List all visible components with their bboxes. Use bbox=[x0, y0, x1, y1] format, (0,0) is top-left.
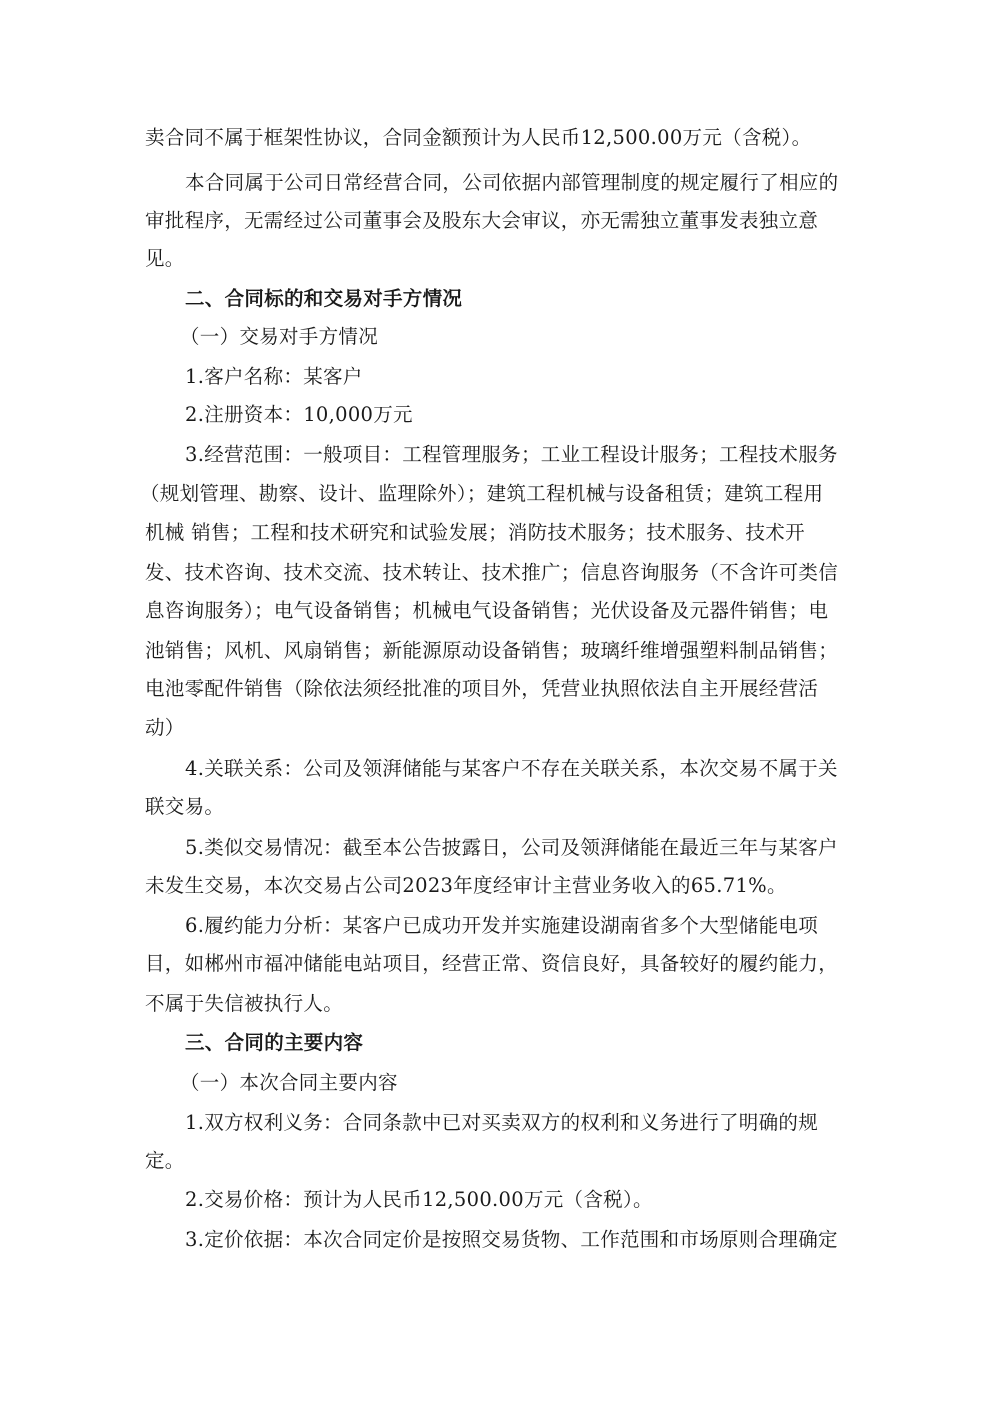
text-line: 3.定价依据：本次合同定价是按照交易货物、工作范围和市场原则合理确定 bbox=[185, 1228, 838, 1251]
text-line: 审批程序，无需经过公司董事会及股东大会审议，亦无需独立董事发表独立意 bbox=[145, 209, 819, 232]
text-line: 见。 bbox=[145, 247, 185, 270]
text-line: 池销售；风机、风扇销售；新能源原动设备销售；玻璃纤维增强塑料制品销售； bbox=[145, 639, 839, 662]
text-line: 不属于失信被执行人。 bbox=[145, 992, 344, 1015]
text-line: 1.客户名称：某客户 bbox=[185, 365, 363, 388]
section-heading: 二、合同标的和交易对手方情况 bbox=[185, 287, 463, 310]
text-line: 4.关联关系：公司及领湃储能与某客户不存在关联关系，本次交易不属于关 bbox=[185, 757, 838, 780]
text-line: 2.注册资本：10,000万元 bbox=[185, 403, 413, 426]
text-line: 息咨询服务）；电气设备销售；机械电气设备销售；光伏设备及元器件销售；电 bbox=[145, 599, 829, 622]
text-line: 6.履约能力分析：某客户已成功开发并实施建设湖南省多个大型储能电项 bbox=[185, 914, 819, 937]
text-line: 联交易。 bbox=[145, 795, 225, 818]
text-line: 目，如郴州市福冲储能电站项目，经营正常、资信良好，具备较好的履约能力， bbox=[145, 952, 839, 975]
text-line: 1.双方权利义务：合同条款中已对买卖双方的权利和义务进行了明确的规 bbox=[185, 1111, 819, 1134]
text-line: 电池零配件销售（除依法须经批准的项目外，凭营业执照依法自主开展经营活 bbox=[145, 677, 819, 700]
text-line: 5.类似交易情况：截至本公告披露日，公司及领湃储能在最近三年与某客户 bbox=[185, 836, 838, 859]
text-line: 发、技术咨询、技术交流、技术转让、技术推广；信息咨询服务（不含许可类信 bbox=[145, 561, 839, 584]
text-line: 2.交易价格：预计为人民币12,500.00万元（含税）。 bbox=[185, 1188, 653, 1211]
subsection-heading: （一）交易对手方情况 bbox=[180, 325, 379, 348]
text-line: 卖合同不属于框架性协议，合同金额预计为人民币12,500.00万元（含税）。 bbox=[145, 126, 812, 149]
text-line: 定。 bbox=[145, 1149, 185, 1172]
section-heading: 三、合同的主要内容 bbox=[185, 1031, 364, 1054]
text-line: 未发生交易，本次交易占公司2023年度经审计主营业务收入的65.71%。 bbox=[145, 874, 787, 897]
text-line: 本合同属于公司日常经营合同，公司依据内部管理制度的规定履行了相应的 bbox=[185, 171, 839, 194]
text-line: 3.经营范围：一般项目：工程管理服务；工业工程设计服务；工程技术服务 bbox=[185, 443, 838, 466]
subsection-heading: （一）本次合同主要内容 bbox=[180, 1071, 398, 1094]
text-line: 机械 销售；工程和技术研究和试验发展；消防技术服务；技术服务、技术开 bbox=[145, 521, 805, 544]
text-line: （规划管理、勘察、设计、监理除外）；建筑工程机械与设备租赁；建筑工程用 bbox=[140, 482, 824, 505]
text-line: 动） bbox=[145, 716, 185, 739]
